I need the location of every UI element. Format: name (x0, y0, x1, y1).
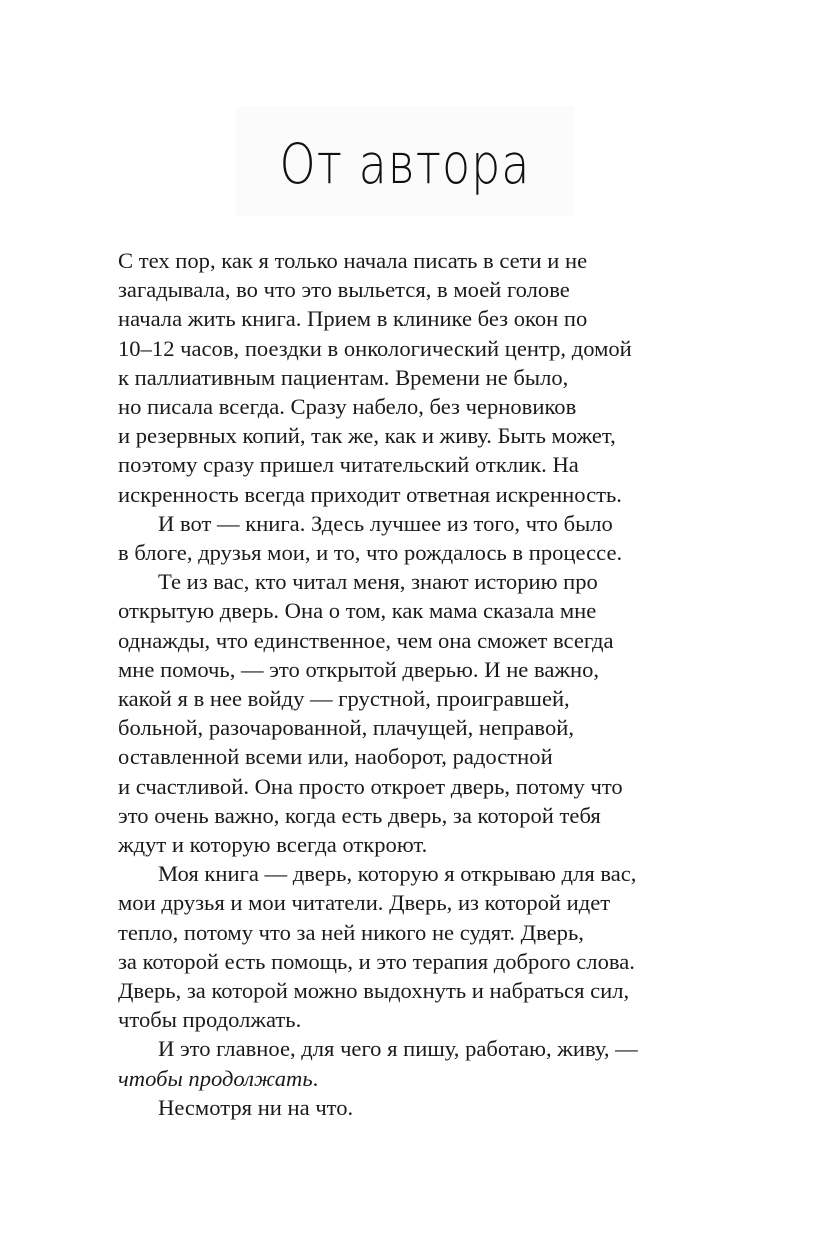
text-line-last: Несмотря ни на что. (158, 1094, 354, 1120)
text-line-italic (118, 1064, 708, 1093)
text-line: к паллиативным пациентам. Времени не было, (118, 364, 569, 390)
text-line: в блоге, друзья мои, и то, что рождалось в процессе. (118, 540, 623, 566)
text-line: И вот — книга. Здесь лучшее из того, что было (158, 510, 613, 536)
text-line: и счастливой. Она просто откроет дверь, потому что (118, 773, 623, 799)
italic-line-end: . (312, 1065, 319, 1091)
text-line: С тех пор, как я только начала писать в сети и не (118, 248, 588, 273)
text-line: это очень важно, когда есть дверь, за которой тебя (118, 802, 601, 828)
text-line: однажды, что единственное, чем она сможет всегда (118, 627, 614, 653)
text-line: больной, разочарованной, плачущей, неправой, (118, 715, 574, 741)
body-text (118, 246, 708, 1122)
text-line: Моя книга — дверь, которую я открываю для вас, (158, 861, 637, 887)
text-line: оставленной всеми или, наоборот, радостной (118, 744, 553, 770)
text-line: поэтому сразу пришел читательский отклик. На (118, 452, 579, 478)
text-line: тепло, потому что за ней никого не судят. Дверь, (118, 919, 584, 945)
text-line: и резервных копий, так же, как и живу. Быть может, (118, 423, 616, 449)
text-line: Те из вас, кто читал меня, знают историю про (158, 569, 598, 595)
text-line: какой я в нее войду — грустной, проигравшей, (118, 686, 570, 712)
text-line: чтобы продолжать. (118, 1007, 302, 1033)
text-line: мне помочь, — это открытой дверью. И не важно, (118, 656, 600, 682)
page-title: От автора (279, 131, 531, 197)
text-line: 10–12 часов, поездки в онкологический центр, домой (118, 335, 632, 361)
text-line: Дверь, за которой можно выдохнуть и набраться сил, (118, 978, 630, 1004)
text-line: но писала всегда. Сразу набело, без черновиков (118, 394, 577, 420)
text-line: загадывала, во что это выльется, в моей голове (118, 277, 570, 303)
text-line: ждут и которую всегда откроют. (118, 832, 428, 858)
text-line: И это главное, для чего я пишу, работаю, живу, — (158, 1036, 638, 1062)
text-line: за которой есть помощь, и это терапия доброго слова. (118, 948, 635, 974)
text-line: начала жить книга. Прием в клинике без окон по (118, 306, 588, 332)
italic-phrase: чтобы продолжать (118, 1065, 313, 1091)
text-line: искренность всегда приходит ответная искренность. (118, 481, 622, 507)
text-line: открытую дверь. Она о том, как мама сказала мне (118, 598, 597, 624)
title-box (236, 106, 574, 216)
text-line: мои друзья и мои читатели. Дверь, из которой идет (118, 890, 611, 916)
